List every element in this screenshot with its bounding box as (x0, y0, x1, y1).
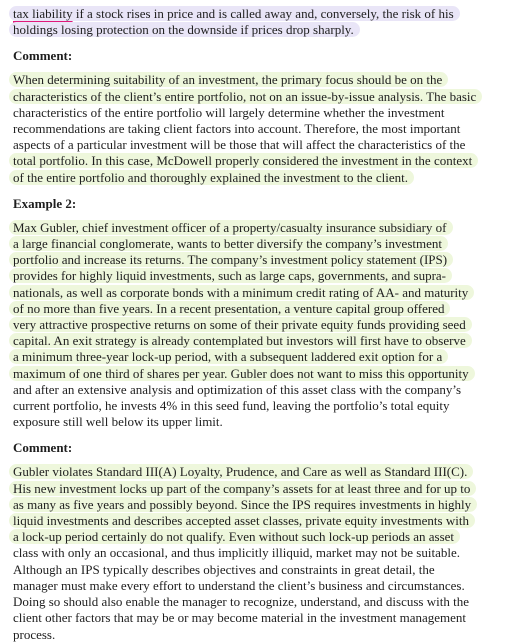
text-line: of no more than five years. In a recent presentation, a venture capital group offered (13, 301, 521, 317)
comment-heading: Comment: (13, 48, 73, 64)
text-line: aspects of a particular investment will be those that will affect the characteristics of the (13, 137, 466, 153)
text-line: manager must make every effort to understand the client’s business and circumstances. (13, 577, 465, 593)
text-line: liquid investments and describes accepted asset classes, private equity investments with (13, 513, 521, 529)
intro-paragraph (13, 6, 521, 38)
text-line: exposure still well below its upper limit. (13, 414, 223, 430)
text-line: provides for highly liquid investments, such as large caps, governments, and supra- (13, 268, 521, 284)
text-line: Doing so should also enable the manager to recognize, understand, and discuss with the (13, 594, 469, 610)
intro-line: holdings losing protection on the downside if prices drop sharply. (13, 22, 521, 38)
text-line: nationals, as well as corporate bonds with a minimum credit rating of AA- and maturity (13, 285, 521, 301)
text-line: current portfolio, he invests 4% in this seed fund, leaving the portfolio’s total equity (13, 398, 450, 414)
example-heading: Example 2: (13, 195, 77, 211)
text-line: client other factors that may be or may become material in the investment management (13, 610, 467, 626)
text-line: capital. An exit strategy is already contemplated but investors will first have to observe (13, 333, 521, 349)
text-line: When determining suitability of an investment, the primary focus should be on the (13, 72, 521, 88)
text-line: Gubler violates Standard III(A) Loyalty, Prudence, and Care as well as Standard III(C). (13, 464, 521, 480)
text-line: portfolio and increase its returns. The company’s investment policy statement (IPS) (13, 252, 521, 268)
text-line: class with only an occasional, and thus implicitly illiquid, market may not be suitable. (13, 545, 460, 561)
text-line: of the entire portfolio and thoroughly explained the investment to the client. (13, 170, 521, 186)
text-line: total portfolio. In this case, McDowell properly considered the investment in the context (13, 153, 521, 169)
document-page (13, 6, 521, 643)
text-line: recommendations are taking client factors into account. Therefore, the most important (13, 121, 461, 137)
text-line: a minimum three-year lock-up period, with a subsequent laddered exit option for a (13, 349, 521, 365)
text-line: as many as five years and possibly beyond. Since the IPS requires investments in highly (13, 497, 521, 513)
text-line: very attractive prospective returns on some of their private equity funds providing seed (13, 317, 521, 333)
text-line: maximum of one third of shares per year. Gubler does not want to miss this opportunity (13, 366, 521, 382)
text-line: His new investment locks up part of the company’s assets for at least three and for up to (13, 481, 521, 497)
text-line: process. (13, 626, 56, 642)
text-line: Although an IPS typically describes objectives and constraints in great detail, the (13, 561, 435, 577)
example2-paragraph (13, 220, 521, 431)
tax-liability-term: tax liability (13, 6, 73, 21)
comment2-paragraph (13, 464, 521, 642)
comment-heading: Comment: (13, 440, 73, 456)
comment1-paragraph (13, 72, 521, 185)
text-line: Max Gubler, chief investment officer of a property/casualty insurance subsidiary of (13, 220, 521, 236)
intro-line: tax liability if a stock rises in price and is called away and, conversely, the risk of his (13, 6, 521, 22)
text-line: characteristics of the client’s entire portfolio, not on an issue-by-issue analysis. The basic (13, 89, 521, 105)
text-line: a lock-up period certainly do not qualify. Even without such lock-up periods an asset (13, 529, 521, 545)
text-line: characteristics of the entire portfolio will largely determine whether the investment (13, 104, 445, 120)
text-line: a large financial conglomerate, wants to better diversify the company’s investment (13, 236, 521, 252)
text-line: and after an extensive analysis and optimization of this asset class with the company’s (13, 381, 462, 397)
